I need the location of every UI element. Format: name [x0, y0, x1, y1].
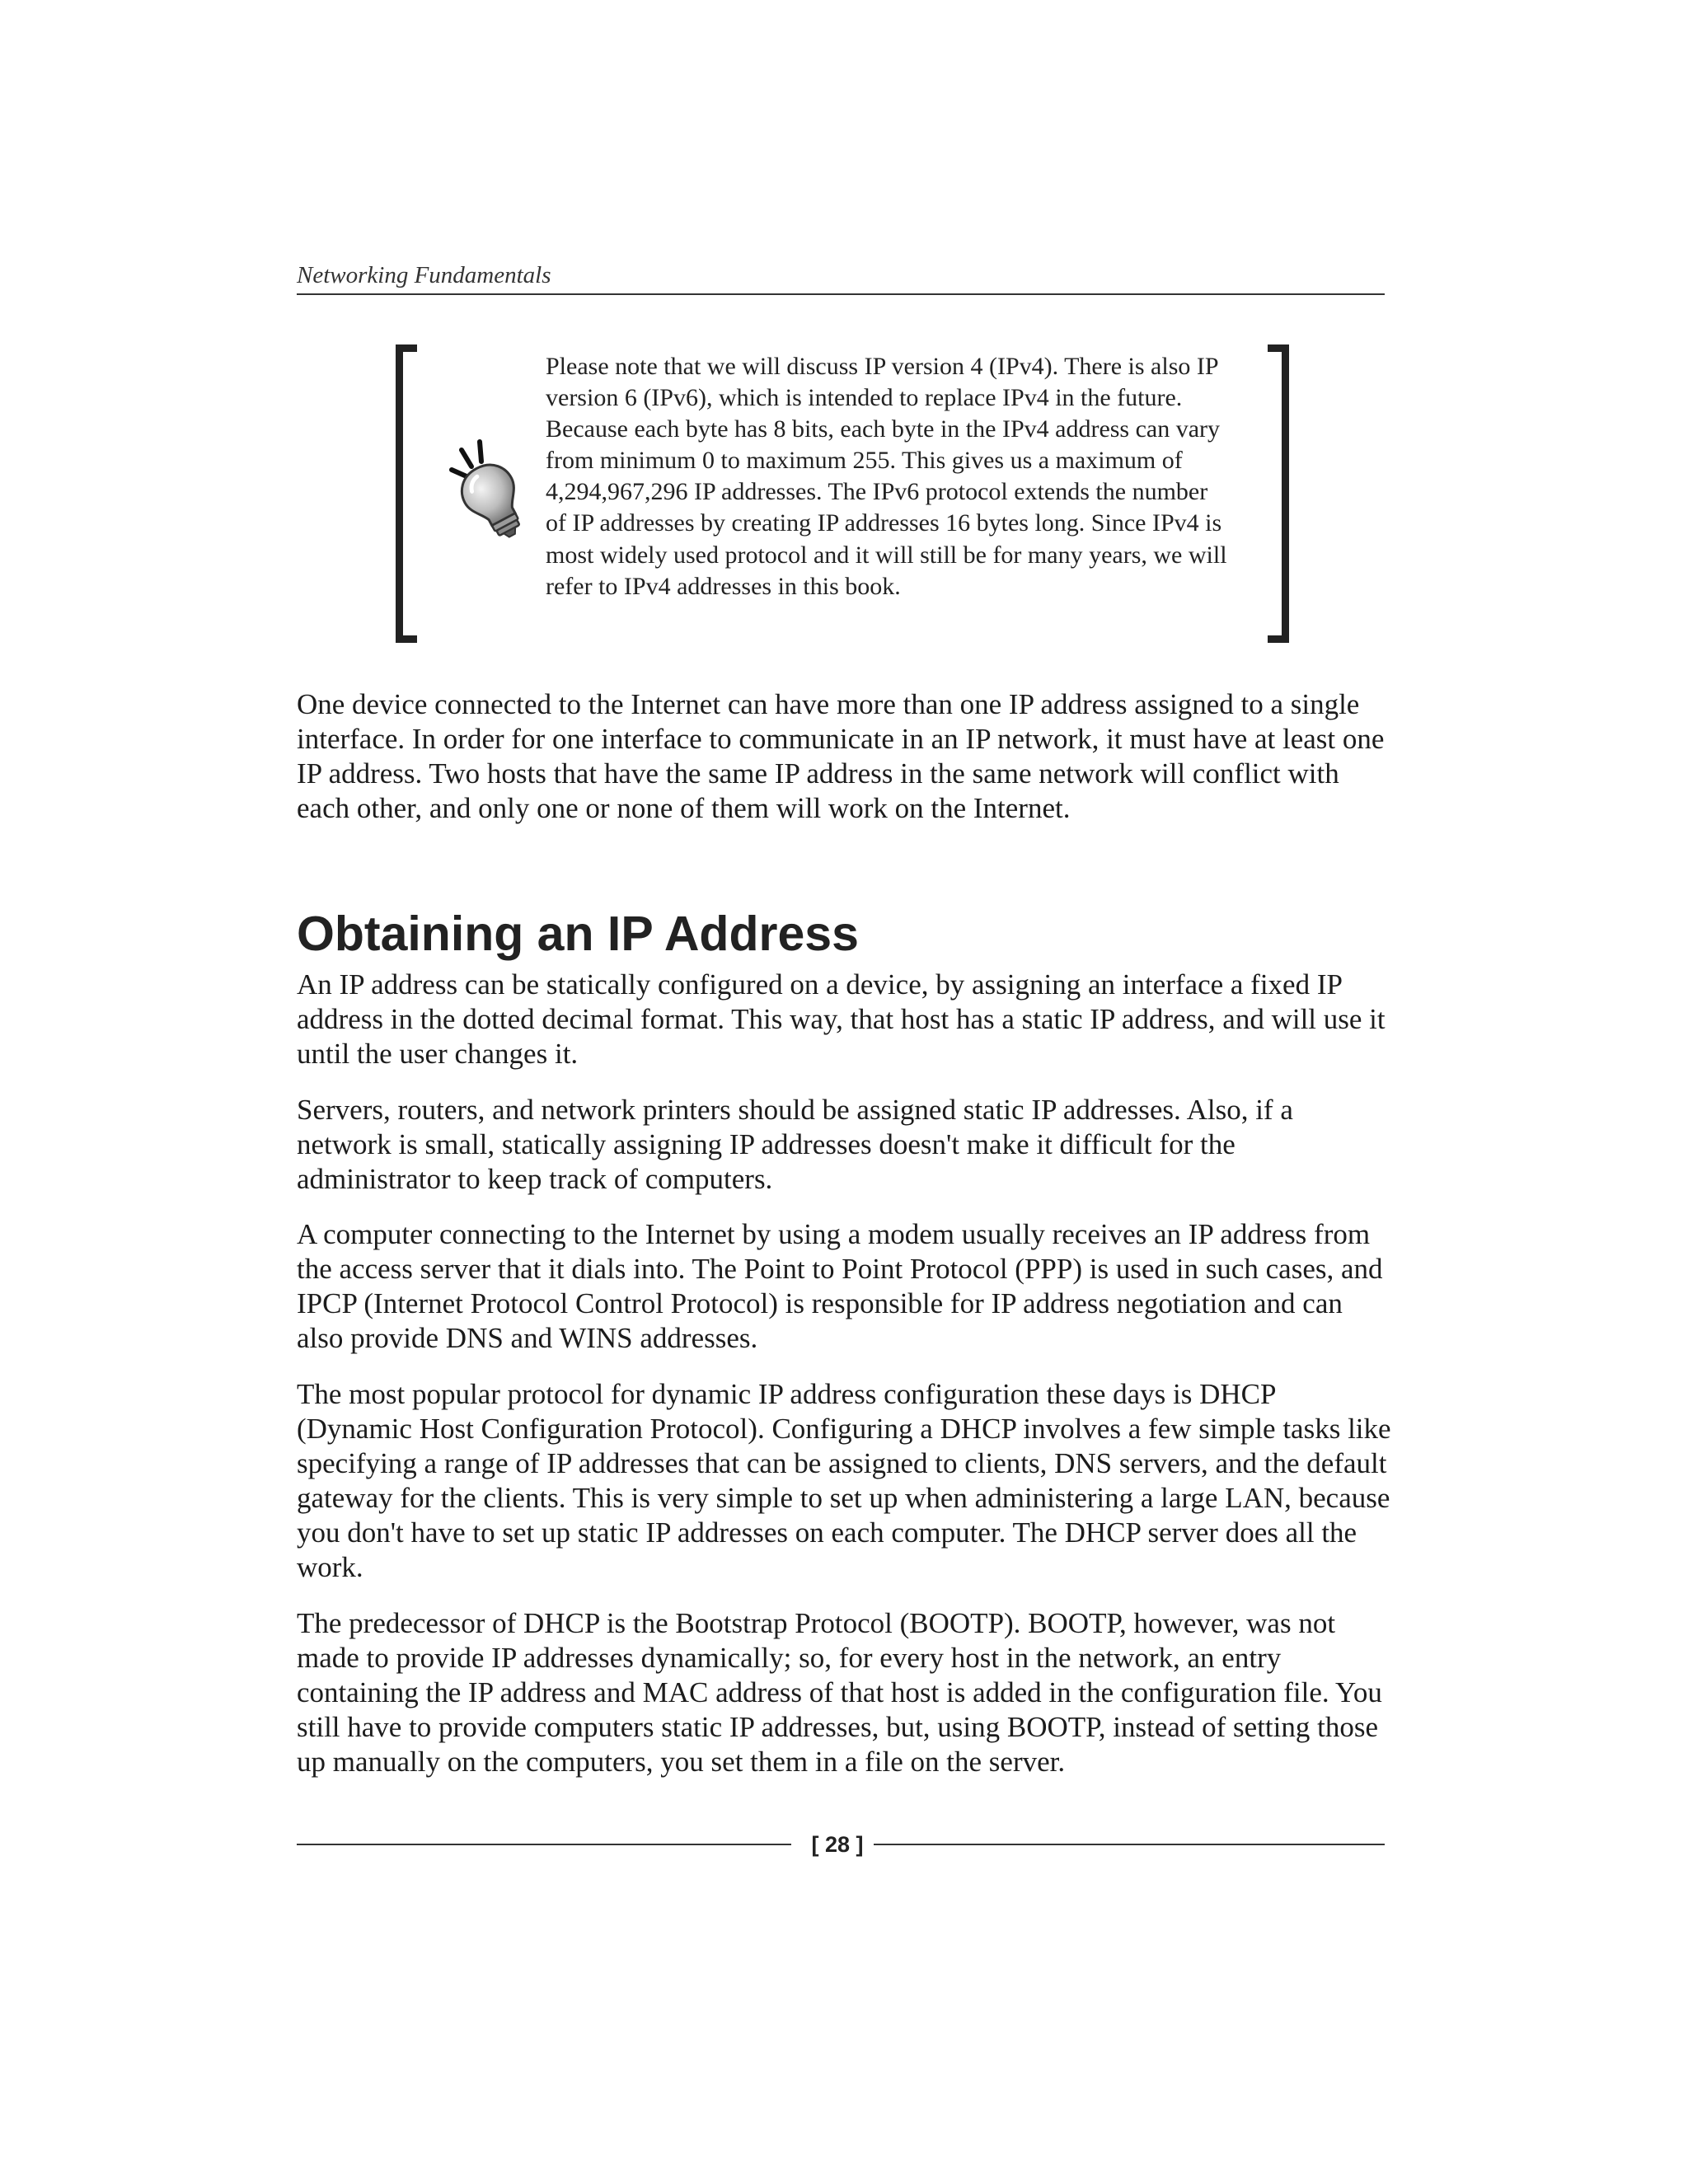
tip-left-bracket — [396, 344, 417, 643]
section-paragraph: The most popular protocol for dynamic IP address configuration these days is DHCP (Dynamic Host Configuration Protocol). Configuring a DHCP involves a few simple tasks like specifying a range of IP addresses that can be assigned to clients, DNS servers, and the default gateway for the clients. This is very simple to set up when administering a large LAN, because you don't have to set up static IP addresses on each computer. The DHCP server does all the work. — [297, 1378, 1391, 1583]
section-paragraph: The predecessor of DHCP is the Bootstrap Protocol (BOOTP). BOOTP, however, was not made to provide IP addresses dynamically; so, for every host in the network, an entry containing the IP address and MAC address of that host is added in the configuration file. You still have to provide computers static IP addresses, but, using BOOTP, instead of setting those up manually on the computers, you set them in a file on the server. — [297, 1607, 1382, 1778]
tip-right-bracket — [1268, 344, 1289, 643]
tip-box — [396, 344, 1289, 643]
section-heading: Obtaining an IP Address — [297, 907, 859, 961]
section-paragraph: An IP address can be statically configured on a device, by assigning an interface a fixed IP address in the dotted decimal format. This way, that host has a static IP address, and will use it until the user changes it. — [297, 968, 1386, 1070]
running-header-title: Networking Fundamentals — [297, 262, 551, 288]
running-header — [297, 260, 1385, 295]
footer-rule-left — [297, 1844, 791, 1845]
tip-text: Please note that we will discuss IP version 4 (IPv4). There is also IP version 6 (IPv6), which is intended to replace IPv4 in the future. Because each byte has 8 bits, each byte in the IPv4 address can vary from minimum 0 to maximum 255. This gives us a maximum of 4,294,967,296 IP addresses. The IPv6 protocol extends the number of IP addresses by creating IP addresses 16 bytes long. Since IPv4 is most widely used protocol and it will still be for many years, we will refer to IPv4 addresses in this book. — [546, 353, 1227, 600]
page-footer — [297, 1828, 1385, 1861]
footer-rule-right — [874, 1844, 1385, 1845]
section-paragraph: Servers, routers, and network printers should be assigned static IP addresses. Also, if a network is small, statically assigning IP addresses doesn't make it difficult for the administrator to keep track of computers. — [297, 1094, 1293, 1195]
page-number: [ 28 ] — [811, 1832, 864, 1857]
lightbulb-icon — [437, 437, 536, 544]
intro-paragraph: One device connected to the Internet can have more than one IP address assigned to a single interface. In order for one interface to communicate in an IP network, it must have at least one IP address. Two hosts that have the same IP address in the same network will conflict with each other, and only one or none of them will work on the Internet. — [297, 688, 1385, 824]
section-paragraph: A computer connecting to the Internet by using a modem usually receives an IP address from the access server that it dials into. The Point to Point Protocol (PPP) is used in such cases, and IPCP (Internet Protocol Control Protocol) is responsible for IP address negotiation and can also provide DNS and WINS addresses. — [297, 1218, 1383, 1354]
